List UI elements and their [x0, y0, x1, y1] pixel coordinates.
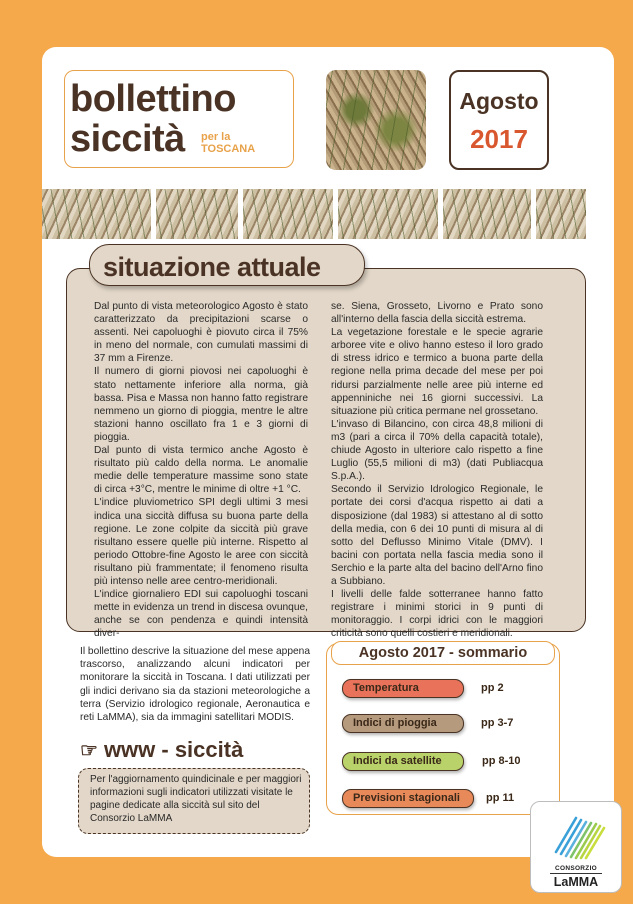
- text-column-right: [331, 300, 543, 640]
- pointing-hand-icon: ☞: [80, 740, 98, 762]
- summary-item-satellite[interactable]: Indici da satellite: [342, 752, 464, 771]
- text-column-left: [94, 300, 308, 640]
- paragraph: se. Siena, Grosseto, Livorno e Prato sono all'interno della fascia della siccità estrema.: [331, 301, 543, 326]
- strip-photo-3: [243, 189, 333, 239]
- www-heading[interactable]: [80, 737, 243, 763]
- info-text: Per l'aggiornamento quindicinale e per maggiori informazioni sugli indicatori utilizzati visitate le pagine dedicate alla siccità sul sito del Consorzio LaMMA: [90, 774, 302, 824]
- title-bollettino: bollettino: [70, 78, 236, 120]
- title-region-line2: TOSCANA: [201, 143, 256, 155]
- summary-pages-temperatura: pp 2: [481, 682, 504, 694]
- section-title: situazione attuale: [103, 252, 321, 282]
- title-region-line1: per la: [201, 131, 231, 143]
- date-box: [449, 70, 549, 170]
- strip-photo-1: [42, 189, 151, 239]
- paragraph: Dal punto di vista termico anche Agosto è risultato più caldo della norma. Le anomalie medie delle temperature massime sono state di circa +3°C, mentre le minime di oltre +1 °C.: [94, 445, 308, 496]
- summary-item-previsioni[interactable]: Previsioni stagionali: [342, 789, 474, 808]
- strip-photo-5: [443, 189, 531, 239]
- paragraph: L'invaso di Bilancino, con circa 48,8 milioni di m3 (pari a circa il 70% della capacità totale), chiude Agosto in ulteriore calo rispetto a fine Luglio (55,5 milioni di m3) (dati Publiacqua S.p.A.).: [331, 418, 543, 483]
- summary-pages-previsioni: pp 11: [486, 792, 515, 804]
- paragraph: L'indice giornaliero EDI sui capoluoghi toscani mette in evidenza un trend in discesa ovunque, anche se con pendenza e quindi intensità diver-: [94, 589, 308, 640]
- strip-photo-2: [156, 189, 238, 239]
- summary-item-pioggia[interactable]: Indici di pioggia: [342, 714, 464, 733]
- header-photo: [326, 70, 426, 170]
- issue-month: Agosto: [459, 88, 539, 114]
- strip-photo-6: [536, 189, 586, 239]
- summary-pages-satellite: pp 8-10: [482, 755, 521, 767]
- lamma-logo-mark-icon: [548, 812, 606, 860]
- paragraph: L'indice pluviometrico SPI degli ultimi 3 mesi indica una siccità diffusa su buona parte della regione. Le zone colpite da siccità più grave risultano essere quelle più interne. Rispetto al periodo Ottobre-fine Agosto le aree con siccità risultano più frammentate; il fenomeno risulta più intenso nelle aree centro-meridionali.: [94, 497, 308, 587]
- title-region: [201, 131, 255, 155]
- www-label: www - siccità: [103, 737, 244, 762]
- summary-pages-pioggia: pp 3-7: [481, 717, 514, 729]
- paragraph: Secondo il Servizio Idrologico Regionale, le portate dei corsi d'acqua rispetto ai dati a disposizione (dal 1983) si attestano al di sotto della media, con 6 dei 10 punti di misura al di sotto del Deflusso Minimo Vitale (DMV). I bacini con portata nella fascia media sono il Serchio e la parte alta del bacino dell'Arno fino a Subbiano.: [331, 484, 543, 587]
- summary-title: Agosto 2017 - sommario: [358, 645, 528, 661]
- title-siccita: siccità: [70, 118, 185, 160]
- logo-name: LaMMA: [553, 875, 599, 889]
- summary-item-temperatura[interactable]: Temperatura: [342, 679, 464, 698]
- intro-text: Il bollettino descrive la situazione del mese appena trascorso, analizzando alcuni indicatori per monitorare la siccità in Toscana. I dati utilizzati per gli indici derivano sia da stazioni meteorologiche a terra (Servizio idrologico regionale, Aeronautica e reti LaMMA), sia da immagini satellitari MODIS.: [80, 646, 310, 724]
- paragraph: I livelli delle falde sotterranee hanno fatto registrare i minimi storici in 9 punti di monitoraggio. I corpi idrici con le maggiori criticità sono quelli costieri e meridionali.: [331, 589, 543, 640]
- logo-divider: [550, 873, 602, 874]
- paragraph: Dal punto di vista meteorologico Agosto è stato caratterizzato da precipitazioni scarse o assenti. Nei capoluoghi è piovuto circa il 75% in meno del normale, con cumulati massimi di 37 mm a Firenze.: [94, 301, 308, 365]
- issue-year: 2017: [470, 124, 528, 154]
- strip-photo-4: [338, 189, 438, 239]
- paragraph: La vegetazione forestale e le specie agrarie arboree vite e olivo hanno esteso il loro grado di stress idrico e termico a buona parte della regione nella prima decade del mese per poi ridursi parzialmente nelle aree più interne ed appenniniche nei 16 giorni successivi. La situazione più critica permane nel grossetano.: [331, 327, 543, 417]
- paragraph: Il numero di giorni piovosi nei capoluoghi è stato nettamente inferiore alla norma, già bassa. Pisa e Massa non hanno fatto registrare nemmeno un giorno di pioggia, mentre le altre stazioni hanno oscillato fra 1 e 3 giorni di pioggia.: [94, 366, 308, 443]
- logo-consorzio: CONSORZIO: [554, 865, 598, 872]
